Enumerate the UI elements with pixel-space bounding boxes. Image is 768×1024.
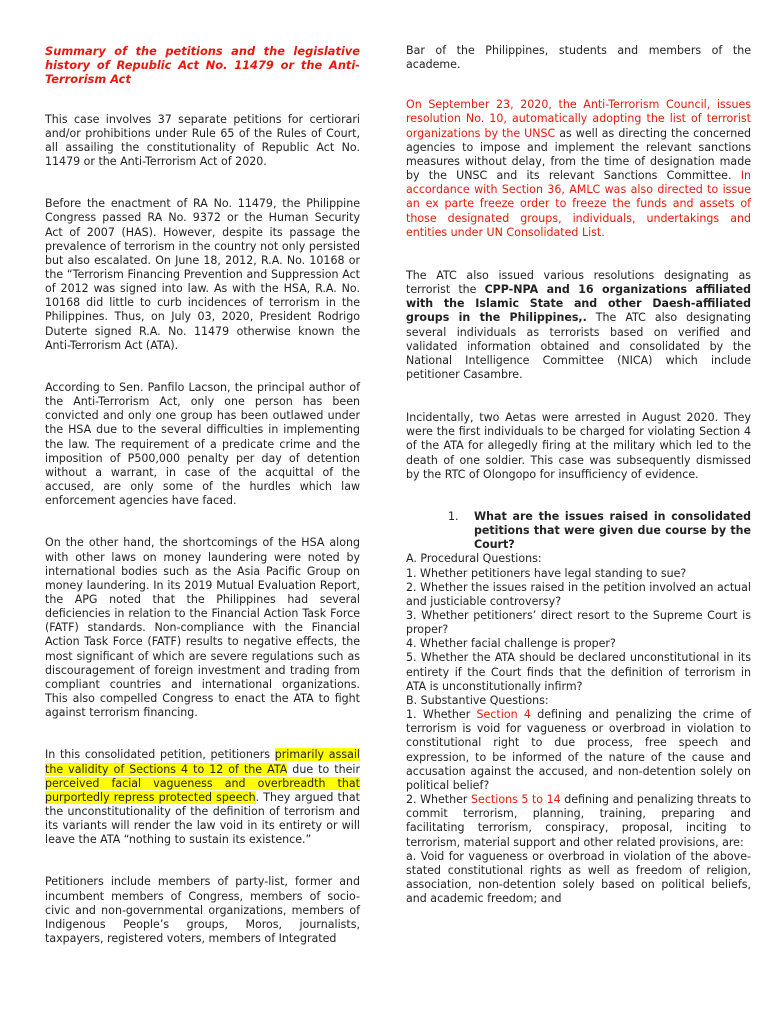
text-segment: 1. Whether (406, 708, 477, 722)
text-segment: due to their (287, 762, 360, 776)
document-title: Summary of the petitions and the legislative history of Republic Act No. 11479 or the Anti-Terrorism Act (45, 44, 360, 87)
paragraph-legislative-history: Before the enactment of RA No. 11479, the Philippine Congress passed RA No. 9372 or the Human Security Act of 2007 (HAS). However, despite its passage the prevalence of terrorism in the country not only persisted but also escalated. On June 18, 2012, R.A. No. 10168 or the “Terrorism Financing Prevention and Suppression Act of 2012 was signed into law. As with the HSA, R.A. No. 10168 did little to curb incidences of terrorism in the Philippines. Thus, on July 03, 2020, President Rodrigo Duterte signed R.A. No. 11479 otherwise known the Anti-Terrorism Act (ATA). (45, 197, 360, 352)
red-text: In accordance with Section 36, AMLC was also directed to issue an ex parte freeze order to freeze the funds and assets of those designated groups, individuals, undertakings and entities under UN Consolidated List. (406, 169, 751, 239)
procedural-heading: A. Procedural Questions: (406, 552, 542, 566)
text-segment: defining and penalizing the crime of terrorism is void for vagueness or overbroad in violation to constitutional right to due process, free speech and expression, to be informed of the nature of the cause and accusation against the accused, and non-detention solely on political belief? (406, 708, 751, 792)
red-text: Sections 5 to 14 (471, 793, 561, 807)
procedural-item-2: 2. Whether the issues raised in the petition involved an actual and justiciable controversy? (406, 580, 751, 608)
left-column (45, 44, 360, 946)
procedural-item-3: 3. Whether petitioners’ direct resort to the Supreme Court is proper? (406, 609, 751, 637)
bold-text: CPP-NPA and 16 organizations affiliated with the Islamic State and other Daesh-affiliated groups in the Philippines,. (406, 283, 751, 325)
right-column (406, 44, 751, 906)
substantive-questions (406, 694, 751, 906)
highlighted-text: perceived facial vagueness and overbreadth that purportedly repress protected speech (45, 776, 360, 804)
paragraph-consolidated-petition (45, 748, 360, 847)
substantive-heading: B. Substantive Questions: (406, 693, 549, 707)
text-segment: . They argued that the unconstitutionality of the definition of terrorism and its variants will render the law void in its entirety or will leave the ATA “nothing to sustain its existence.” (45, 790, 360, 847)
text-segment: The ATC also designating several individuals as terrorists based on verified and validated information obtained and consolidated by the National Intelligence Committee (NICA) which include petitioner Casambre. (406, 311, 751, 381)
paragraph-aetas: Incidentally, two Aetas were arrested in August 2020. They were the first individuals to be charged for violating Section 4 of the ATA for allegedly firing at the military which led to the death of one soldier. This case was subsequently dismissed by the RTC of Olongopo for insufficiency of evidence. (406, 411, 751, 481)
procedural-questions (406, 552, 751, 694)
red-text: Section 4 (476, 708, 531, 722)
substantive-item-2 (406, 793, 751, 850)
text-segment: 2. Whether (406, 793, 472, 807)
red-text: On September 23, 2020, the Anti-Terrorism Council, issues resolution No. 10, automatically adopting the list of terrorist organizations by the UNSC (406, 98, 751, 140)
highlighted-text: primarily assail the validity of Sections 4 to 12 of the ATA (45, 748, 360, 776)
text-segment: defining and penalizing threats to commit terrorism, planning, training, preparing and facilitating terrorism, conspiracy, proposal, inciting to terrorism, material support and other related provisions, are: (406, 793, 751, 849)
question-number: 1. (448, 509, 459, 523)
question-text: What are the issues raised in consolidated petitions that were given due course by the Court? (474, 509, 751, 552)
issues-question (448, 510, 751, 552)
procedural-item-4: 4. Whether facial challenge is proper? (406, 637, 616, 651)
paragraph-petitioners-continued: Bar of the Philippines, students and members of the academe. (406, 44, 751, 72)
text-segment: as well as directing the concerned agencies to impose and implement the relevant sanctions measures without delay, from the time of designation made by the UNSC and its relevant Sanctions Committee. (406, 126, 752, 183)
text-segment: The ATC also issued various resolutions designating as terrorist the (406, 268, 751, 297)
procedural-item-5: 5. Whether the ATA should be declared unconstitutional in its entirety if the Court finds that the definition of terrorism in ATA is unconstitutionally infirm? (406, 651, 751, 693)
paragraph-petitioners: Petitioners include members of party-list, former and incumbent members of Congress, members of socio-civic and non-governmental organizations, members of Indigenous People’s groups, Moros, journalists, taxpayers, registered voters, members of Integrated (45, 875, 360, 946)
procedural-item-1: 1. Whether petitioners have legal standing to sue? (406, 566, 687, 580)
paragraph-lacson: According to Sen. Panfilo Lacson, the principal author of the Anti-Terrorism Act, only one person has been convicted and only one group has been outlawed under the HSA due to the several difficulties in implementing the law. The requirement of a predicate crime and the imposition of P500,000 penalty per day of detention without a warrant, in case of the acquittal of the accused, are only some of the hurdles which law enforcement agencies have faced. (45, 380, 360, 508)
paragraph-atc-designations (406, 269, 751, 382)
substantive-item-2a: a. Void for vagueness or overbroad in violation of the above-stated constitutional rights as well as freedom of religion, association, non-detention solely based on political beliefs, and academic freedom; and (406, 849, 751, 906)
paragraph-hsa-shortcomings: On the other hand, the shortcomings of the HSA along with other laws on money laundering were noted by international bodies such as the Asia Pacific Group on money laundering. In its 2019 Mutual Evaluation Report, the APG noted that the Philippines had several deficiencies in relation to the Financial Action Task Force (FATF) standards. Non-compliance with the Financial Action Task Force (FATF) results to negative effects, the most significant of which are severe regulations such as discouragement of foreign investment and trading from compliant countries and international organizations. This also compelled Congress to enact the ATA to fight against terrorism financing. (45, 536, 360, 720)
paragraph-case-intro: This case involves 37 separate petitions for certiorari and/or prohibitions under Rule 65 of the Rules of Court, all assailing the constitutionality of Republic Act No. 11479 or the Anti-Terrorism Act of 2020. (45, 112, 360, 169)
text-segment: In this consolidated petition, petitioners (45, 748, 275, 762)
paragraph-atc-resolution (406, 98, 751, 240)
substantive-item-1 (406, 708, 751, 793)
